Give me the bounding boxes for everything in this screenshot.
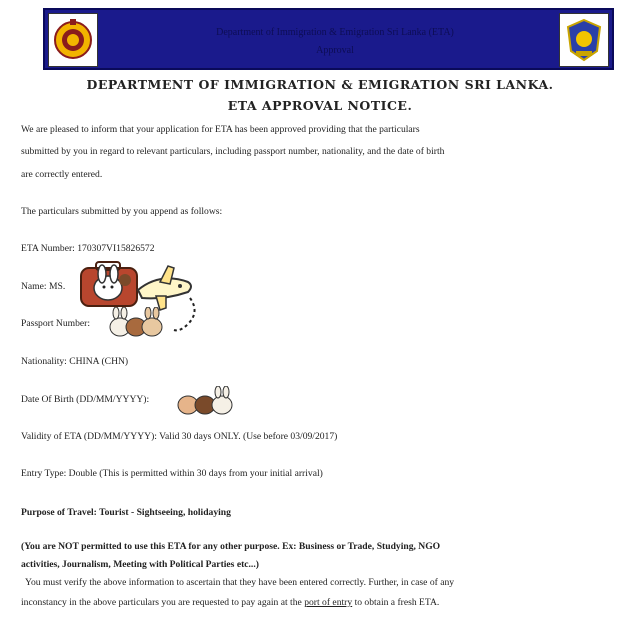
passport-line: Passport Number: (21, 318, 91, 329)
animals-sticker-icon (176, 386, 234, 420)
notice-title: ETA APPROVAL NOTICE. (227, 98, 413, 113)
port-of-entry-text: port of entry (304, 597, 353, 608)
verify-line-1: You must verify the above information to ascertain that they have been entered correctly. Further, in case of any (25, 577, 455, 588)
dob-line: Date Of Birth (DD/MM/YYYY): (21, 394, 150, 405)
validity-line: Validity of ETA (DD/MM/YYYY): Valid 30 days ONLY. (Use before 03/09/2017) (21, 431, 338, 442)
entry-type-line: Entry Type: Double (This is permitted within 30 days from your initial arrival) (21, 468, 323, 479)
immigration-seal-icon (559, 13, 609, 67)
bunnies-sticker-icon (108, 307, 164, 341)
banner-title: Department of Immigration & Emigration Sri Lanka (ETA) Approval (216, 27, 454, 56)
name-label: Name: MS. (21, 281, 66, 292)
nationality-line: Nationality: CHINA (CHN) (21, 356, 129, 367)
purpose-line: Purpose of Travel: Tourist - Sightseeing, holidaying (21, 507, 231, 518)
eta-number: ETA Number: 170307VI15826572 (21, 243, 155, 254)
header-banner (43, 8, 614, 70)
warning-line-2: activities, Journalism, Meeting with Political Parties etc...) (21, 559, 259, 570)
warning-line-1: (You are NOT permitted to use this ETA for any other purpose. Ex: Business or Trade, Studying, NGO (21, 541, 441, 552)
sri-lanka-emblem-icon (48, 13, 98, 67)
intro-line-3: are correctly entered. (21, 169, 103, 180)
department-title: DEPARTMENT OF IMMIGRATION & EMIGRATION SRI LANKA. (86, 77, 554, 92)
verify-line-2: inconstancy in the above particulars you are requested to pay again at the port of entry to obtain a fresh ETA. (21, 597, 440, 608)
intro-line-2: submitted by you in regard to relevant particulars, including passport number, nationality, and the date of birth (21, 146, 445, 157)
particulars-intro: The particulars submitted by you append as follows: (21, 206, 223, 217)
intro-line-1: We are pleased to inform that your application for ETA has been approved providing that the particulars (21, 124, 420, 135)
